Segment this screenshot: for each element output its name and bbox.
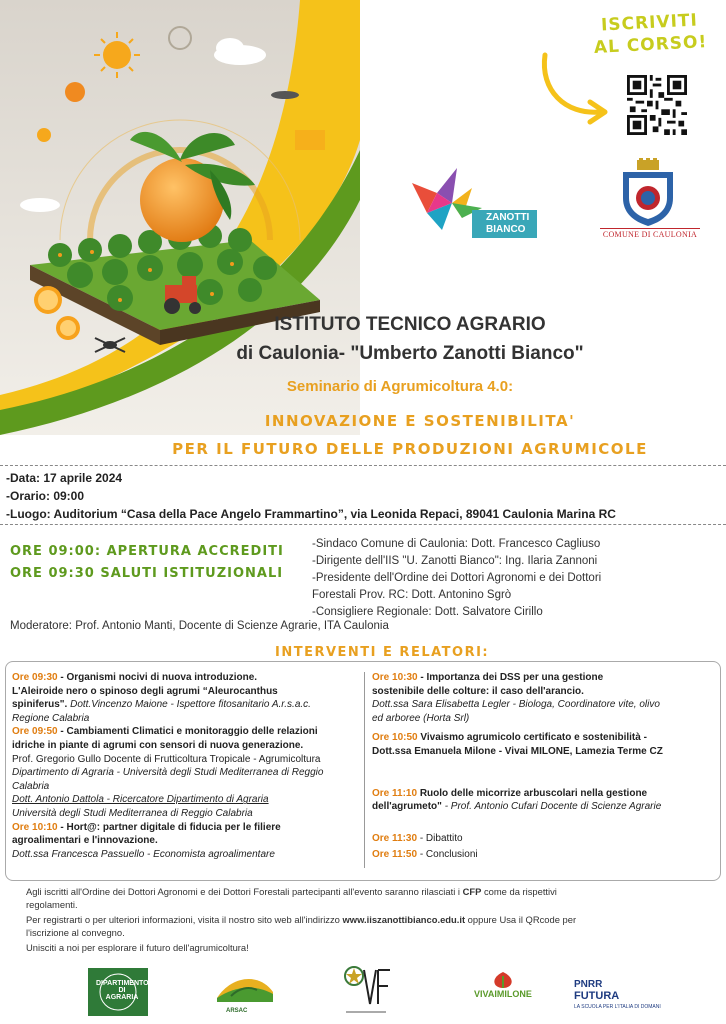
event-date: -Data: 17 aprile 2024 (6, 471, 123, 485)
ministry-emblem-icon (340, 962, 392, 1020)
theme-line2: PER IL FUTURO DELLE PRODUZIONI AGRUMICOLE (172, 440, 648, 458)
footer-register: Per registrarti o per ulteriori informazioni, visita il nostro sito web all'indirizzo www.iiszanottibianco.edu.it oppure Usa il QRcode per l'iscrizione al convegno. (26, 914, 577, 938)
saluti-item: -Consigliere Regionale: Dott. Salvatore Cirillo (312, 606, 543, 618)
qr-code[interactable] (627, 75, 687, 135)
saluti-item: -Sindaco Comune di Caulonia: Dott. Francesco Cagliuso (312, 538, 601, 550)
saluti-item: -Dirigente dell'IIS "U. Zanotti Bianco": Ing. Ilaria Zannoni (312, 555, 598, 567)
moderatore: Moderatore: Prof. Antonio Manti, Docente di Scienze Agrarie, ITA Caulonia (10, 620, 389, 632)
arrow-icon (535, 50, 615, 125)
website-link[interactable]: www.iiszanottibianco.edu.it (342, 914, 466, 925)
vivai-milone-label: VIVAIMILONE (474, 989, 532, 999)
agenda-accrediti: ORE 09:00: APERTURA ACCREDITI (10, 544, 284, 559)
event-location: -Luogo: Auditorium “Casa della Pace Angelo Frammartino”, via Leonida Repaci, 89041 Caulonia Marina RC (6, 507, 616, 521)
interventi-right: Ore 10:30 - Importanza dei DSS per una gestione sostenibile delle colture: il caso dell'arancio. Dott.ssa Sara Elisabetta Legler - Biologa, Coordinatore vite, olivo ed arboree (Horta Srl) Ore 10:50 Vivaismo agrumicolo certificato e sostenibilità - Dott.ssa Emanuela Milone - Vivai MILONE, Lamezia Terme CZ Ore 11:10 Ruolo delle micorrize arbuscolari nella gestione dell'agrumeto" - Prof. Antonio Cufari Docente di Scienze Agrarie Ore 11:30 - Dibattito Ore 11:50 - Conclusioni (372, 672, 663, 861)
vivai-milone-logo (488, 970, 518, 990)
futura-subtitle: LA SCUOLA PER L'ITALIA DI DOMANI (574, 1004, 661, 1010)
institute-title: ISTITUTO TECNICO AGRARIO (274, 314, 546, 335)
event-time: -Orario: 09:00 (6, 489, 85, 503)
agenda-saluti: ORE 09:30 SALUTI ISTITUZIONALI (10, 566, 284, 581)
comune-crest-icon (617, 158, 679, 226)
saluti-item: -Presidente dell'Ordine dei Dottori Agronomi e dei Dottori (312, 572, 602, 584)
divider (0, 524, 726, 525)
seminar-title: Seminario di Agrumicoltura 4.0: (286, 378, 514, 395)
institute-subtitle: di Caulonia- "Umberto Zanotti Bianco" (236, 343, 584, 364)
theme-line1: INNOVAZIONE E SOSTENIBILITA' (264, 412, 576, 430)
arsac-label: ARSAC (226, 1008, 248, 1014)
footer-cfp: Agli iscritti all'Ordine dei Dottori Agronomi e dei Dottori Forestali partecipanti all'evento saranno rilasciati i CFP come da rispettivi regolamenti. (26, 886, 557, 910)
saluti-list (312, 536, 712, 621)
cta-line2: AL CORSO! (593, 32, 708, 58)
futura-label: FUTURA (574, 990, 620, 1002)
hero-illustration (0, 0, 360, 435)
agraria-label: DIPARTIMENTO DI AGRARIA (96, 980, 149, 1001)
zanotti-bianco-label: ZANOTTI BIANCO (472, 210, 537, 238)
footer-invite: Unisciti a noi per esplorare il futuro dell'agrumicoltura! (26, 942, 249, 953)
interventi-heading: INTERVENTI E RELATORI: (275, 645, 490, 660)
cta-line1: ISCRIVITI (600, 10, 699, 36)
comune-label: COMUNE DI CAULONIA (600, 228, 700, 239)
saluti-item: Forestali Prov. RC: Dott. Antonino Sgrò (312, 589, 512, 601)
column-divider (364, 672, 365, 868)
pnrr-label: PNRR (574, 979, 603, 990)
arsac-logo (213, 968, 277, 1012)
interventi-left: Ore 09:30 - Organismi nocivi di nuova introduzione. L'Aleiroide nero o spinoso degli agrumi “Aleurocanthus spiniferus". Dott.Vincenzo Maione - Ispettore fitosanitario A.r.s.a.c. Regione Calabria Ore 09:50 - Cambiamenti Climatici e monitoraggio delle relazioni idriche in piante di agrumi con sensori di nuova generazione. Prof. Gregorio Gullo Docente di Frutticoltura Tropicale - Agrumicoltura Dipartimento di Agraria - Università degli Studi Mediterranea di Reggio Calabria Dott. Antonio Dattola - Ricercatore Dipartimento di Agraria Università degli Studi Mediterranea di Reggio Calabria Ore 10:10 - Hort@: partner digitale di fiducia per le filiere agroalimentari e l'innovazione. Dott.ssa Francesca Passuello - Economista agroalimentare (12, 672, 324, 860)
divider (0, 465, 726, 466)
